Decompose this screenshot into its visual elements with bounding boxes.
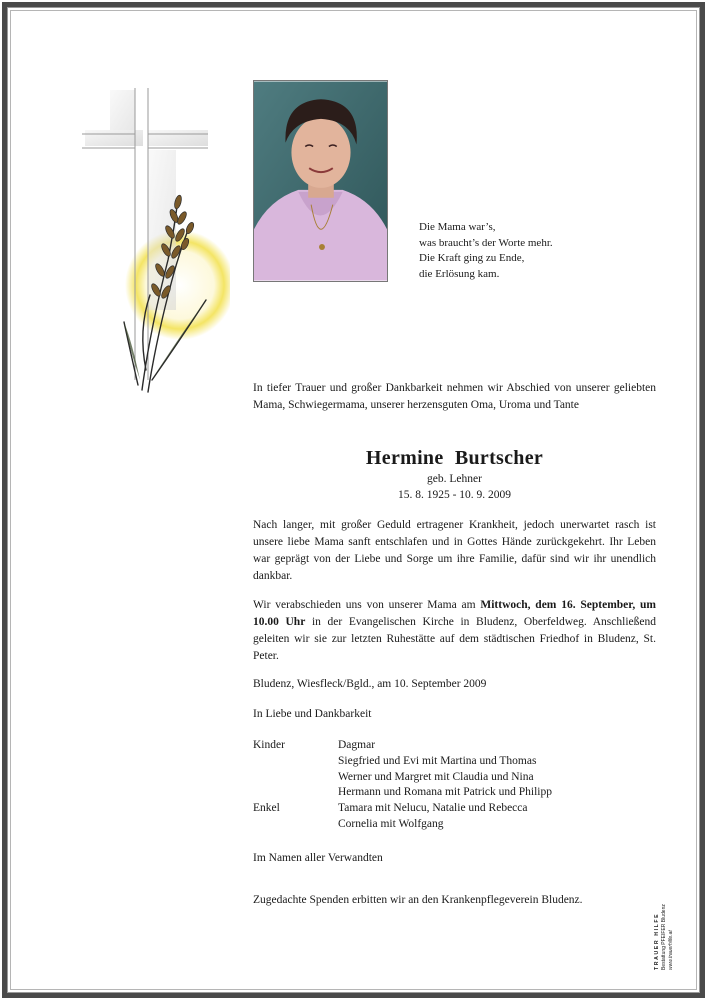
funeral-text-part1: Wir verabschieden uns von unserer Mama am xyxy=(253,599,481,611)
children-names xyxy=(338,738,552,801)
life-dates: 15. 8. 1925 - 10. 9. 2009 xyxy=(397,489,512,501)
grandchildren-names xyxy=(338,801,528,833)
relatives-line: Im Namen aller Verwandten xyxy=(253,852,383,864)
grandchildren-row xyxy=(253,801,656,833)
intro-text: In tiefer Trauer und großer Dankbarkeit nehmen wir Abschied von unserer geliebten Mama, Schwiegermama, unserer herzensguten Oma, Uroma und Tante xyxy=(253,382,656,411)
funeral-date-time: Mittwoch, dem 16. September, um 10.00 Uhr xyxy=(253,599,656,628)
poem-line: die Erlösung kam. xyxy=(419,267,500,280)
family-member: Cornelia mit Wolfgang xyxy=(338,817,444,830)
maiden-name: geb. Lehner xyxy=(427,473,482,485)
body-text-funeral xyxy=(253,597,656,665)
poem xyxy=(419,220,619,282)
logo-text xyxy=(654,866,688,970)
poem-line: Die Mama war’s, xyxy=(419,221,496,233)
family-member: Hermann und Romana mit Patrick und Philipp xyxy=(338,786,553,799)
logo-line-3: www.trauerhilfe.at xyxy=(668,930,674,970)
funeral-home-logo xyxy=(654,866,688,970)
poem-line: was braucht’s der Worte mehr. xyxy=(419,236,553,249)
funeral-text-part2: in der Evangelischen Kirche in Bludenz, Oberfeldweg. Anschließend geleiten wir sie zur letzten Ruhestätte auf dem städtischen Friedhof in Bludenz, St. Peter. xyxy=(253,616,656,662)
children-row xyxy=(253,738,656,801)
logo-line-2: Bestattung PFEIFER Bludenz xyxy=(661,904,667,970)
family-member: Dagmar xyxy=(338,739,376,751)
portrait-photo xyxy=(253,80,388,282)
children-label: Kinder xyxy=(253,739,285,751)
family-list xyxy=(253,738,656,833)
deceased-block xyxy=(253,444,656,503)
place-date: Bludenz, Wiesfleck/Bgld., am 10. September 2009 xyxy=(253,678,487,690)
body-text-illness: Nach langer, mit großer Geduld ertragener Krankheit, jedoch unerwartet rasch ist unsere liebe Mama sanft entschlafen und in Gottes Hände zurückgekehrt. Ihr Leben war geprägt von der Liebe und Sorge um ihre Familie, dafür sind wir ihr unendlich dankbar. xyxy=(253,519,656,582)
poem-line: Die Kraft ging zu Ende, xyxy=(419,252,525,264)
deceased-name: Hermine Burtscher xyxy=(365,447,544,469)
family-member: Werner und Margret mit Claudia und Nina xyxy=(338,770,534,783)
family-member: Tamara mit Nelucu, Natalie und Rebecca xyxy=(338,802,528,815)
closing-line: In Liebe und Dankbarkeit xyxy=(253,708,372,720)
donation-note: Zugedachte Spenden erbitten wir an den Krankenpflegeverein Bludenz. xyxy=(253,894,583,906)
logo-line-1: TRAUER HILFE xyxy=(654,912,660,970)
grandchildren-label: Enkel xyxy=(253,802,280,815)
family-member: Siegfried und Evi mit Martina und Thomas xyxy=(338,754,537,767)
cross-wheat-icon xyxy=(60,80,230,400)
